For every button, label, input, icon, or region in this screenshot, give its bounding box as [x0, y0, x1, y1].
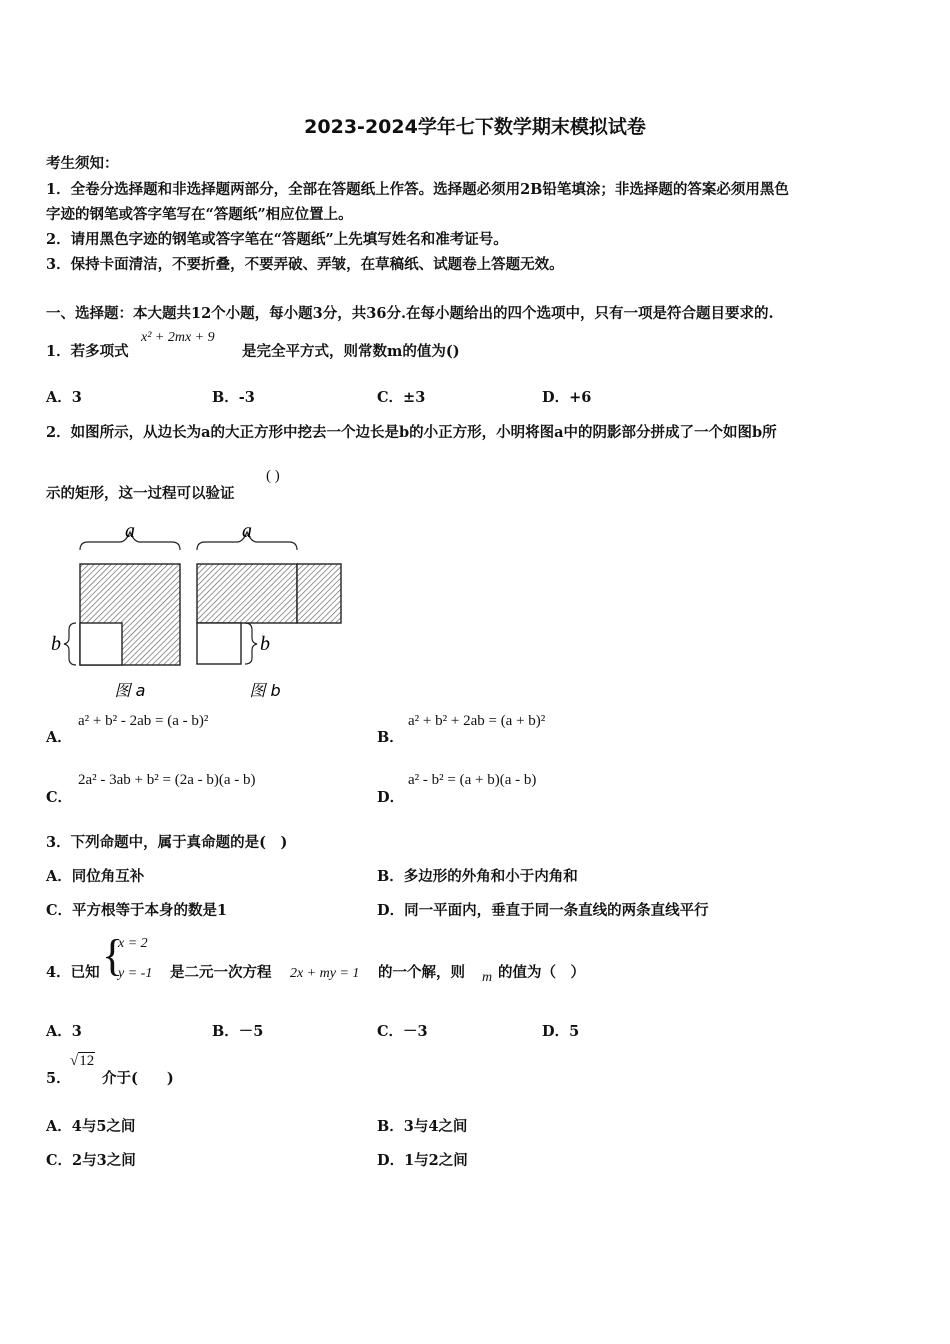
q4-suffix: 的值为（ ） [498, 964, 585, 981]
notice-line-1a: 1．全卷分选择题和非选择题两部分，全部在答题纸上作答。选择题必须用2B铅笔填涂；非选择题的答案必须用黑色 [46, 181, 789, 198]
q5-suffix: 介于( ) [102, 1070, 174, 1087]
q4-option-a: A．3 [46, 1023, 82, 1040]
q5-prefix: 5． [46, 1070, 71, 1087]
page-title: 2023-2024学年七下数学期末模拟试卷 [304, 116, 646, 138]
q5-option-c: C．2与3之间 [46, 1152, 136, 1169]
fig-b-rect-main [197, 564, 297, 623]
fig-a-label-b: b [51, 633, 61, 655]
q4-variable: m [482, 970, 493, 985]
section-heading: 一、选择题：本大题共12个小题，每小题3分，共36分.在每小题给出的四个选项中，只有一项是符合题目要求的. [46, 305, 774, 322]
fig-b-brace-side [245, 623, 257, 664]
q1-suffix: 是完全平方式，则常数m的值为() [242, 343, 460, 360]
fig-a-caption: 图 a [114, 681, 146, 700]
q2-figure [42, 520, 352, 709]
q2-answer-paren: ( ) [266, 468, 280, 484]
q2-figure-svg [42, 520, 352, 705]
q3-option-a: A．同位角互补 [46, 868, 145, 885]
notice-heading: 考生须知： [46, 155, 119, 172]
q3-option-c: C．平方根等于本身的数是1 [46, 902, 228, 919]
notice-line-1b: 字迹的钢笔或答字笔写在“答题纸”相应位置上。 [46, 206, 353, 223]
q5-option-d: D．1与2之间 [377, 1152, 468, 1169]
q5-radicand: 12 [79, 1053, 95, 1069]
q5-option-a: A．4与5之间 [46, 1118, 136, 1135]
q2-option-b-letter: B． [377, 729, 404, 746]
fig-b-rect-extension [297, 564, 341, 623]
q2-option-b-expr: a² + b² + 2ab = (a + b)² [408, 713, 546, 729]
fig-a-small-square [80, 623, 122, 665]
q1-option-a: A．3 [46, 389, 82, 406]
q4-system-eq1: x = 2 [118, 936, 148, 951]
q4-system-brace: { [102, 931, 124, 980]
q5-option-b: B．3与4之间 [377, 1118, 468, 1135]
q2-stem-line1: 2．如图所示，从边长为a的大正方形中挖去一个边长是b的小正方形，小明将图a中的阴影部分拼成了一个如图b所 [46, 424, 777, 441]
q3-stem: 3．下列命题中，属于真命题的是( ) [46, 834, 288, 851]
fig-b-label-a: a [242, 520, 252, 542]
q1-expression: x² + 2mx + 9 [141, 330, 215, 345]
sqrt-icon: √ [70, 1053, 79, 1069]
q1-option-b: B．-3 [212, 389, 255, 406]
q1-option-d: D．+6 [542, 389, 592, 406]
q4-prefix: 4．已知 [46, 964, 100, 981]
q2-option-c-letter: C． [46, 789, 73, 806]
q4-option-d: D．5 [542, 1023, 580, 1040]
q2-option-a-letter: A． [46, 729, 72, 746]
q2-option-c-expr: 2a² - 3ab + b² = (2a - b)(a - b) [78, 772, 256, 788]
q3-option-b: B．多边形的外角和小于内角和 [377, 868, 578, 885]
q4-system-eq2: y = -1 [118, 966, 153, 981]
fig-b-label-b: b [260, 633, 270, 655]
notice-line-2: 2．请用黑色字迹的钢笔或答字笔在“答题纸”上先填写姓名和准考证号。 [46, 231, 508, 248]
notice-line-3: 3．保持卡面清洁，不要折叠，不要弄破、弄皱，在草稿纸、试题卷上答题无效。 [46, 256, 564, 273]
fig-a-brace-side [64, 623, 76, 665]
fig-a-label-a: a [125, 520, 135, 542]
q2-option-a-expr: a² + b² - 2ab = (a - b)² [78, 713, 209, 729]
q2-option-d-expr: a² - b² = (a + b)(a - b) [408, 772, 537, 788]
q4-equation: 2x + my = 1 [290, 966, 360, 981]
q1-option-c: C．±3 [377, 389, 426, 406]
q3-option-d: D．同一平面内，垂直于同一条直线的两条直线平行 [377, 902, 709, 919]
fig-b-caption: 图 b [249, 681, 281, 700]
q4-mid2: 的一个解，则 [378, 964, 465, 981]
q5-radical [70, 1053, 95, 1070]
q2-stem-line2: 示的矩形，这一过程可以验证 [46, 485, 235, 502]
q4-mid: 是二元一次方程 [170, 964, 272, 981]
q2-option-d-letter: D． [377, 789, 405, 806]
q4-option-b: B．－5 [212, 1023, 264, 1040]
fig-b-small-square [197, 623, 241, 664]
q1-prefix: 1．若多项式 [46, 343, 129, 360]
q4-option-c: C．－3 [377, 1023, 428, 1040]
